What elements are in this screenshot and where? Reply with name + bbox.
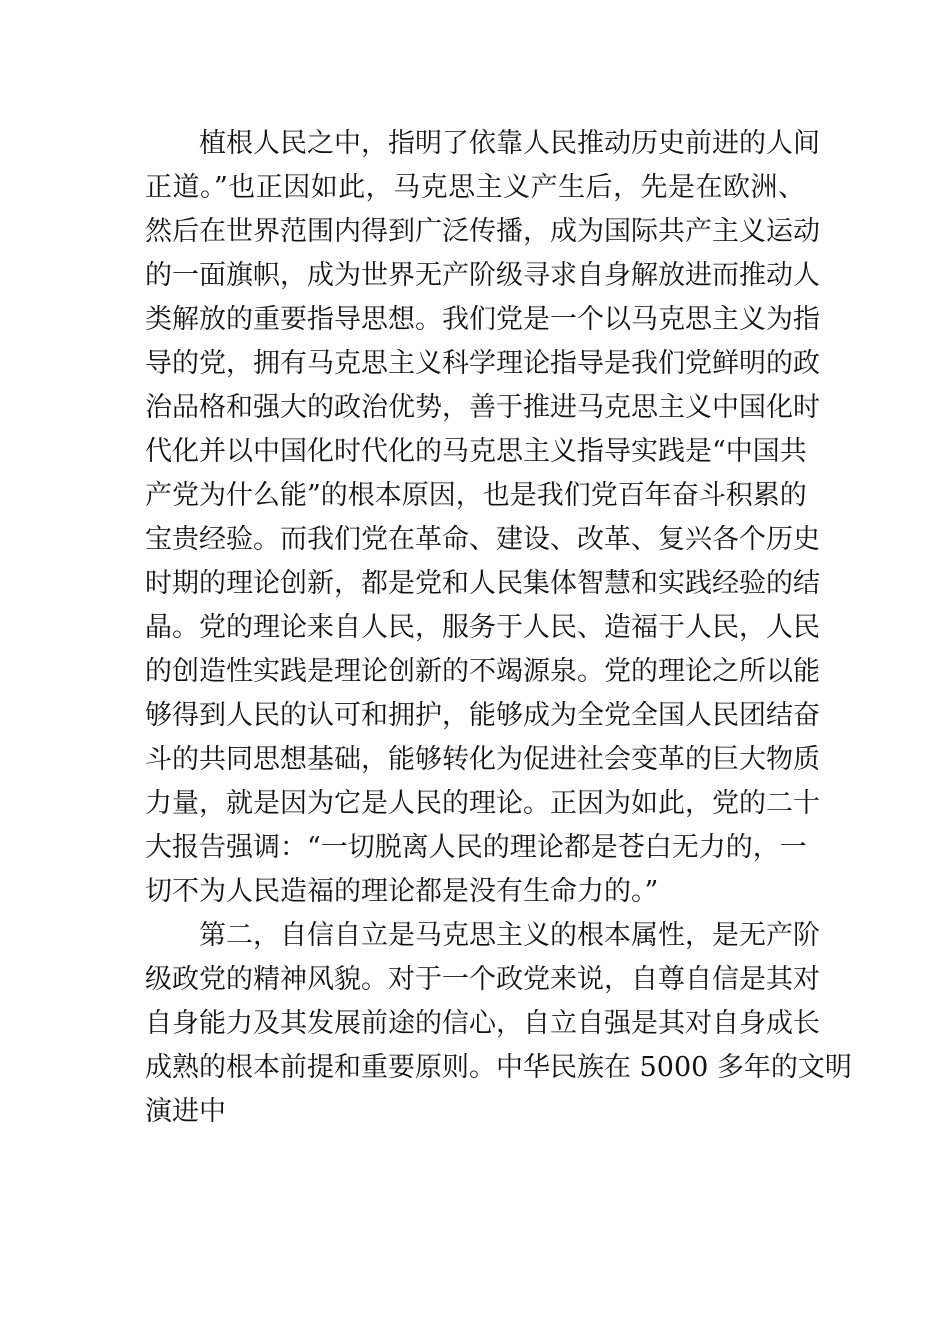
text-line: 切不为人民造福的理论都是没有生命力的。” (145, 876, 659, 907)
text-line: 晶。党的理论来自人民，服务于人民、造福于人民，人民 (145, 612, 820, 643)
text-line: 大报告强调：“一切脱离人民的理论都是苍白无力的，一 (145, 832, 807, 863)
text-line: 导的党，拥有马克思主义科学理论指导是我们党鲜明的政 (145, 348, 820, 379)
text-line: 斗的共同思想基础，能够转化为促进社会变革的巨大物质 (145, 744, 820, 775)
text-line: 宝贵经验。而我们党在革命、建设、改革、复兴各个历史 (145, 524, 820, 555)
text-line: 的创造性实践是理论创新的不竭源泉。党的理论之所以能 (145, 656, 820, 687)
text-line: 第二，自信自立是马克思主义的根本属性，是无产阶 (199, 920, 820, 951)
text-line: 代化并以中国化时代化的马克思主义指导实践是“中国共 (145, 436, 807, 467)
text-line: 够得到人民的认可和拥护，能够成为全党全国人民团结奋 (145, 700, 820, 731)
text-line: 力量，就是因为它是人民的理论。正因为如此，党的二十 (145, 788, 820, 819)
text-line: 治品格和强大的政治优势，善于推进马克思主义中国化时 (145, 392, 820, 423)
text-line: 正道。”也正因如此，马克思主义产生后，先是在欧洲、 (145, 172, 805, 203)
text-line: 植根人民之中，指明了依靠人民推动历史前进的人间 (199, 128, 820, 159)
body-text (145, 122, 852, 1134)
text-line: 级政党的精神风貌。对于一个政党来说，自尊自信是其对 (145, 964, 820, 995)
text-line: 类解放的重要指导思想。我们党是一个以马克思主义为指 (145, 304, 820, 335)
text-line: 时期的理论创新，都是党和人民集体智慧和实践经验的结 (145, 568, 820, 599)
text-line: 产党为什么能”的根本原因，也是我们党百年奋斗积累的 (145, 480, 807, 511)
text-line: 自身能力及其发展前途的信心，自立自强是其对自身成长 (145, 1008, 820, 1039)
text-line: 的一面旗帜，成为世界无产阶级寻求自身解放进而推动人 (145, 260, 820, 291)
text-line: 演进中 (145, 1096, 226, 1127)
text-line: 然后在世界范围内得到广泛传播，成为国际共产主义运动 (145, 216, 820, 247)
text-line: 成熟的根本前提和重要原则。中华民族在 5000 多年的文明 (145, 1052, 852, 1083)
